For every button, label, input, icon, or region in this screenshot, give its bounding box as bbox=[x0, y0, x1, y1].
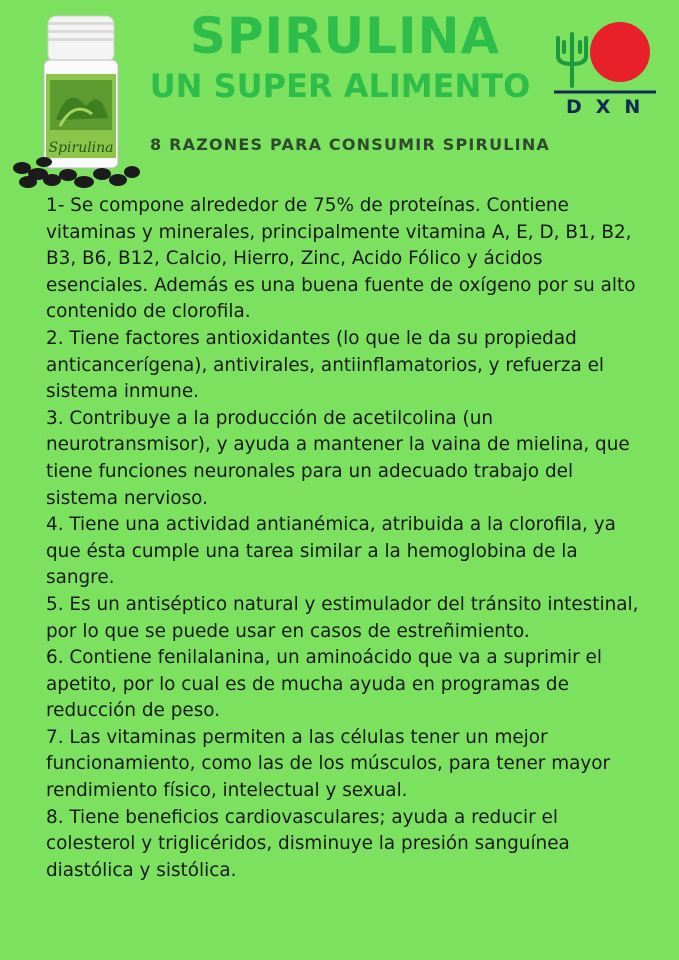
reason-item-8: 8. Tiene beneficios cardiovasculares; ayuda a reducir el colesterol y triglicéridos, disminuye la presión sanguínea diastólica y sistólica. bbox=[46, 806, 570, 881]
tagline: 8 RAZONES PARA CONSUMIR SPIRULINA bbox=[150, 135, 550, 154]
reason-item-3: 3. Contribuye a la producción de acetilcolina (un neurotransmisor), y ayuda a mantener la vaina de mielina, que tiene funciones neuronales para un adecuado trabajo del sistema nervioso. bbox=[46, 407, 630, 509]
reason-item-6: 6. Contiene fenilalanina, un aminoácido que va a suprimir el apetito, por lo cual es de mucha ayuda en programas de reducción de peso. bbox=[46, 647, 602, 722]
reason-item-2: 2. Tiene factores antioxidantes (lo que le da su propiedad anticancerígena), antivirales, antiinflamatorios, y refuerza el sistema inmune. bbox=[46, 327, 605, 403]
reason-item-1: 1- Se compone alrededor de 75% de proteínas. Contiene vitaminas y minerales, principalmente vitamina A, E, D, B1, B2, B3, B6, B12, Calcio, Hierro, Zinc, Acido Fólico y ácidos esenciales. Además es una buena fuente de oxígeno por su alto contenido de clorofila. bbox=[46, 195, 636, 323]
spirulina-bottle-image bbox=[8, 10, 140, 190]
reason-item-5: 5. Es un antiséptico natural y estimulador del tránsito intestinal, por lo que se puede usar en casos de estreñimiento. bbox=[46, 593, 639, 642]
page-subtitle: UN SUPER ALIMENTO bbox=[149, 67, 531, 105]
product-label-text: Spirulina bbox=[48, 140, 114, 156]
reason-item-7: 7. Las vitaminas permiten a las células tener un mejor funcionamiento, como las de los músculos, para tener mayor rendimiento físico, intelectual y sexual. bbox=[46, 726, 611, 802]
reasons-list bbox=[46, 193, 646, 884]
reason-item-4: 4. Tiene una actividad antianémica, atribuida a la clorofila, ya que ésta cumple una tarea similar a la hemoglobina de la sangre. bbox=[46, 514, 616, 589]
dxn-brand-text: DXN bbox=[566, 96, 655, 118]
page-title: SPIRULINA bbox=[189, 7, 501, 65]
